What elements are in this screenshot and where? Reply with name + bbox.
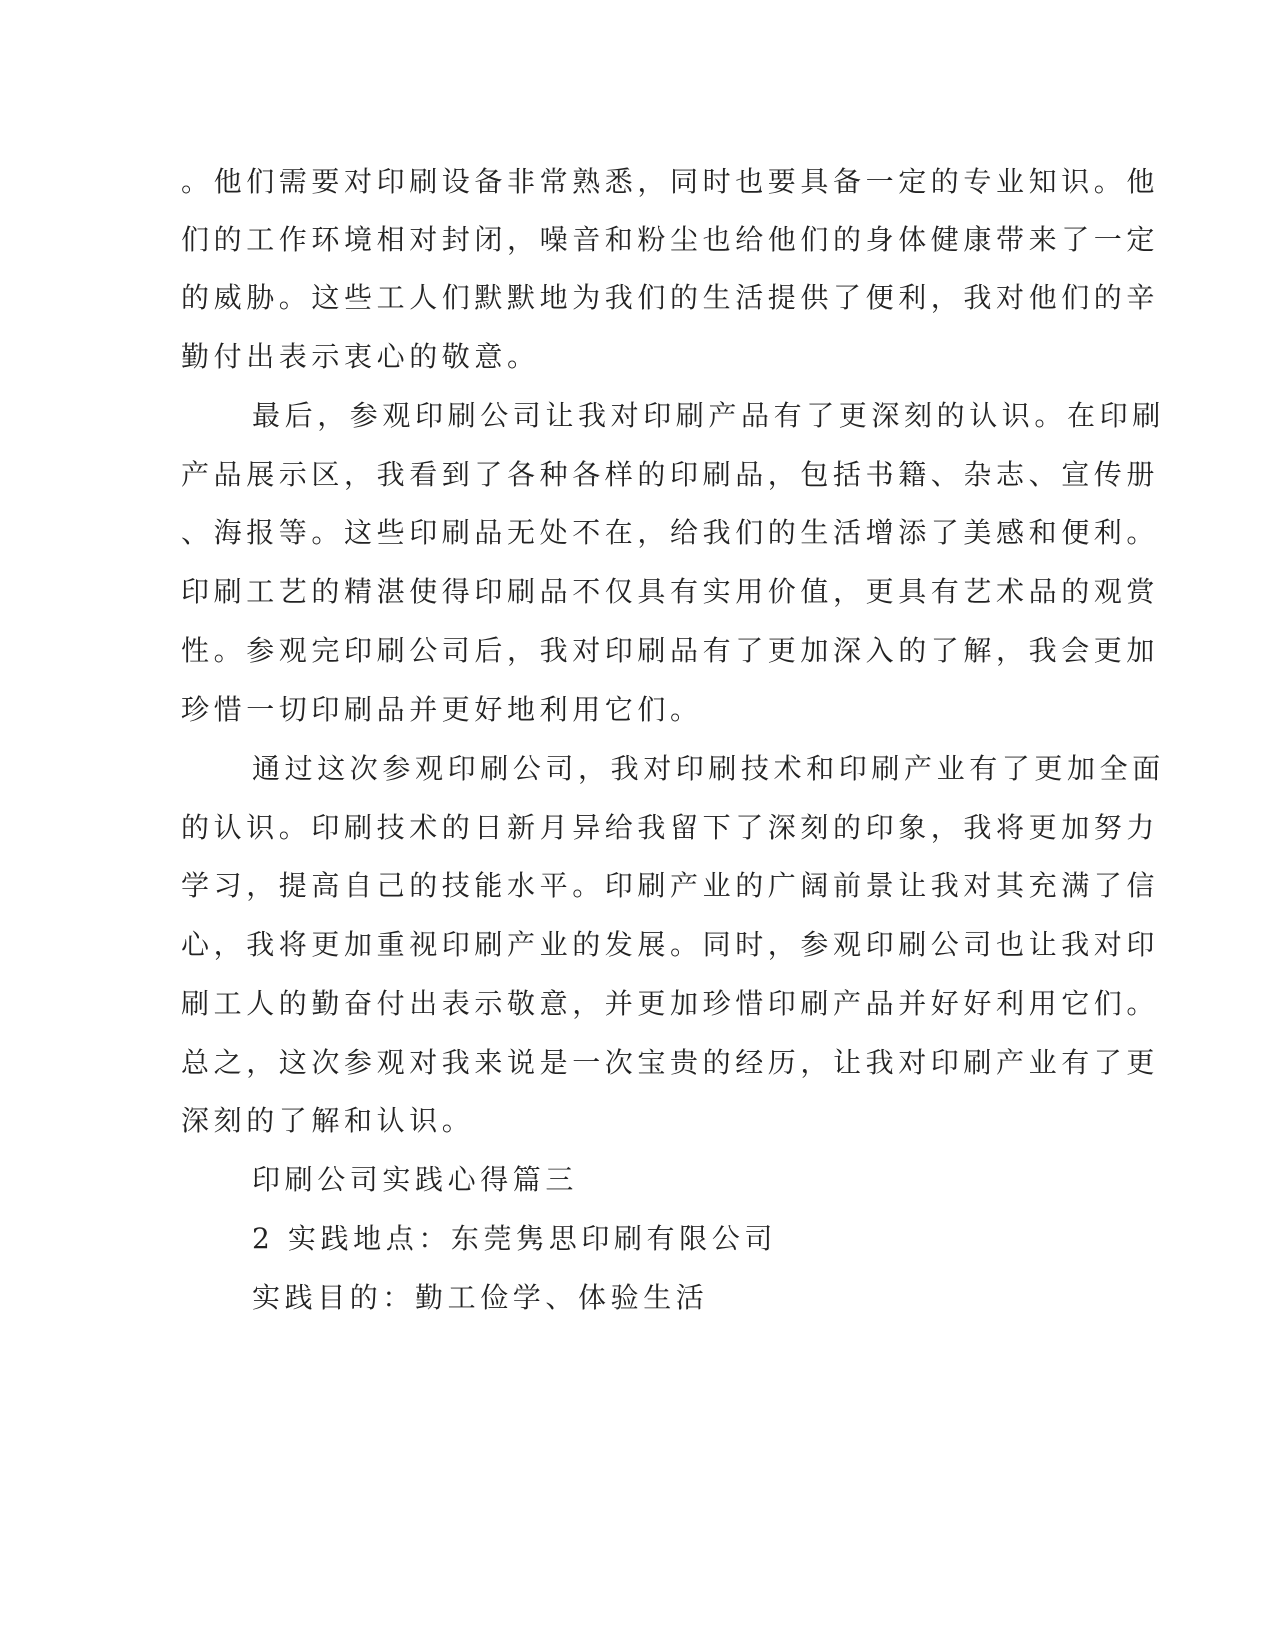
paragraph-2-line-3: 、海报等。这些印刷品无处不在，给我们的生活增添了美感和便利。 (181, 516, 1160, 549)
practice-purpose: 实践目的：勤工俭学、体验生活 (252, 1281, 709, 1314)
paragraph-2-line-5: 性。参观完印刷公司后，我对印刷品有了更加深入的了解，我会更加 (181, 634, 1160, 667)
paragraph-2-line-4: 印刷工艺的精湛使得印刷品不仅具有实用价值，更具有艺术品的观赏 (181, 575, 1160, 608)
paragraph-1-line-1: 。他们需要对印刷设备非常熟悉，同时也要具备一定的专业知识。他 (181, 165, 1160, 198)
paragraph-3-line-3: 学习，提高自己的技能水平。印刷产业的广阔前景让我对其充满了信 (181, 869, 1160, 902)
paragraph-2-line-6: 珍惜一切印刷品并更好地利用它们。 (181, 693, 703, 726)
paragraph-3-line-5: 刷工人的勤奋付出表示敬意，并更加珍惜印刷产品并好好利用它们。 (181, 987, 1160, 1020)
paragraph-3-line-1: 通过这次参观印刷公司，我对印刷技术和印刷产业有了更加全面 (252, 752, 1165, 785)
paragraph-3-line-6: 总之，这次参观对我来说是一次宝贵的经历，让我对印刷产业有了更 (181, 1046, 1160, 1079)
paragraph-3-line-7: 深刻的了解和认识。 (181, 1104, 475, 1137)
paragraph-1-line-3: 的威胁。这些工人们默默地为我们的生活提供了便利，我对他们的辛 (181, 281, 1160, 314)
practice-location: 2 实践地点：东莞隽思印刷有限公司 (252, 1222, 777, 1255)
paragraph-3-line-4: 心，我将更加重视印刷产业的发展。同时，参观印刷公司也让我对印 (181, 928, 1160, 961)
paragraph-3-line-2: 的认识。印刷技术的日新月异给我留下了深刻的印象，我将更加努力 (181, 811, 1160, 844)
paragraph-1-line-4: 勤付出表示衷心的敬意。 (181, 340, 540, 373)
paragraph-1-line-2: 们的工作环境相对封闭，噪音和粉尘也给他们的身体健康带来了一定 (181, 223, 1160, 256)
paragraph-2-line-2: 产品展示区，我看到了各种各样的印刷品，包括书籍、杂志、宣传册 (181, 458, 1160, 491)
paragraph-2-line-1: 最后，参观印刷公司让我对印刷产品有了更深刻的认识。在印刷 (252, 399, 1165, 432)
section-heading: 印刷公司实践心得篇三 (252, 1163, 579, 1196)
